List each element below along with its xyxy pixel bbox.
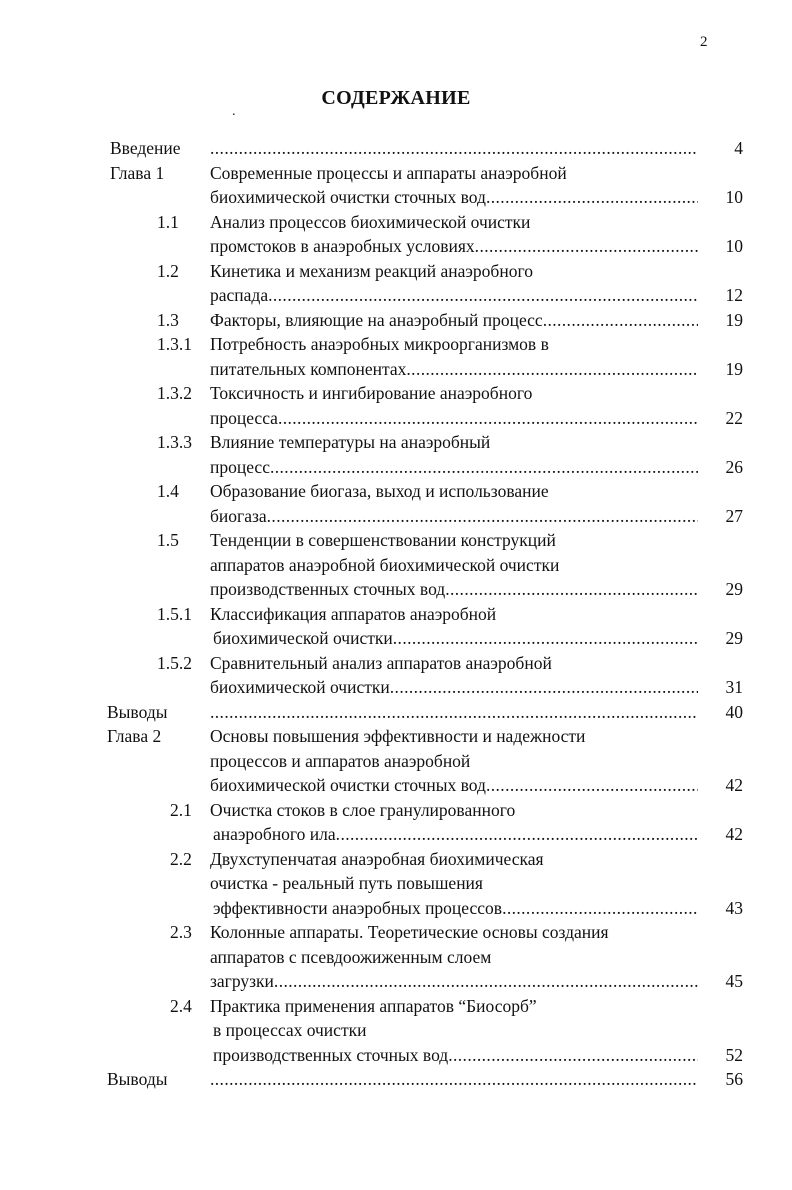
scan-speck: . [232,104,236,119]
dot-leader [274,969,698,994]
entry-text: промстоков в анаэробных условиях [210,236,475,256]
entry-text: Практика применения аппаратов “Биосорб” [210,995,537,1016]
dot-leader [475,234,698,259]
dot-leader [270,455,698,480]
entry-text: Сравнительный анализ аппаратов анаэробной [210,652,552,673]
dot-leader [268,283,698,308]
entry-text: Факторы, влияющие на анаэробный процесс [210,309,543,330]
entry-text: Кинетика и механизм реакций анаэробного [210,260,533,281]
entry-text: Анализ процессов биохимической очистки [210,211,531,232]
page-title: СОДЕРЖАНИЕ [321,87,471,109]
entry-page: 29 [725,579,743,599]
entry-text: биохимической очистки сточных вод [210,187,486,207]
entry-page: 56 [725,1069,743,1089]
entry-page: 26 [725,456,743,477]
toc-entry-1-5-1 [0,602,792,651]
entry-text: Токсичность и ингибирование анаэробного [210,383,533,403]
toc-entry-2-4 [0,994,792,1068]
entry-text: эффективности анаэробных процессов [213,897,503,918]
entry-number: 1.3.3 [157,432,192,452]
toc-entry-1-2 [0,259,792,308]
entry-page: 22 [725,407,743,428]
entry-text: биохимической очистки [210,677,390,697]
entry-page: 27 [725,505,743,526]
entry-number: 1.3 [157,309,179,330]
toc-entry-intro [0,136,792,161]
entry-text: Влияние температуры на анаэробный [210,432,491,452]
entry-text: Классификация аппаратов анаэробной [210,603,497,624]
entry-number: 1.2 [157,260,179,281]
entry-page: 4 [734,138,743,158]
entry-text: Потребность анаэробных микроорганизмов в [210,334,549,354]
entry-number: 1.5.1 [157,603,192,624]
entry-text: Двухступенчатая анаэробная биохимическая [210,848,544,869]
entry-number: Введение [110,138,181,158]
toc-entry-1-4 [0,479,792,528]
toc-entry-1-5-2 [0,651,792,700]
dot-leader [502,896,698,921]
entry-text: Основы повышения эффективности и надежности [210,726,586,746]
entry-page: 19 [725,358,743,379]
entry-page: 31 [725,677,743,697]
dot-leader [210,1067,698,1092]
entry-text: производственных сточных вод [210,579,446,599]
entry-number: 2.4 [170,995,192,1016]
entry-text: распада [210,285,269,305]
toc-entry-1-3-3 [0,430,792,479]
entry-number: 1.3.2 [157,383,192,403]
entry-text: биохимической очистки сточных вод [210,775,486,795]
entry-number: Глава 1 [110,162,165,183]
entry-text: Очистка стоков в слое гранулированного [210,799,516,820]
dot-leader [486,185,698,210]
page-number: 2 [700,34,708,50]
entry-text: Тенденции в совершенствовании конструкций [210,530,556,550]
dot-leader [486,773,698,798]
entry-page: 45 [725,971,743,991]
dot-leader [448,1043,698,1068]
toc-entry-1-1 [0,210,792,259]
entry-number: 1.5.2 [157,652,192,673]
entry-text: биохимической очистки [213,628,393,648]
toc-entry-1-3 [0,308,792,333]
toc-entry-2-1 [0,798,792,847]
entry-page: 43 [725,897,743,918]
entry-number: 1.5 [157,530,179,550]
entry-number: 2.3 [170,922,192,942]
entry-number: Выводы [107,1069,168,1089]
entry-text: процесс [210,456,270,477]
entry-page: 10 [725,236,743,256]
entry-text: Современные процессы и аппараты анаэробной [210,162,567,183]
toc-entry-1-3-2 [0,381,792,430]
entry-text: производственных сточных вод [213,1044,449,1065]
toc-entry-chapter-2 [0,724,792,798]
entry-page: 40 [725,701,743,722]
dot-leader [543,308,698,333]
toc-entry-2-3 [0,920,792,994]
entry-number: Глава 2 [107,726,162,746]
entry-text: очистка - реальный путь повышения [210,873,483,893]
entry-page: 19 [725,309,743,330]
entry-text: Образование биогаза, выход и использование [210,481,549,501]
entry-number: 2.1 [170,799,192,820]
toc-entry-1-5 [0,528,792,602]
entry-text: загрузки [210,971,274,991]
toc-entry-conclusions-2 [0,1067,792,1092]
entry-text: процесса [210,407,278,428]
dot-leader [278,406,698,431]
dot-leader [336,822,698,847]
entry-text: Колонные аппараты. Теоретические основы создания [210,922,609,942]
entry-text: питательных компонентах [210,358,407,379]
entry-number: Выводы [107,701,168,722]
entry-text: процессов и аппаратов анаэробной [210,750,471,771]
toc-entry-2-2 [0,847,792,921]
dot-leader [210,136,698,161]
entry-page: 42 [725,775,743,795]
entry-page: 12 [725,285,743,305]
entry-number: 1.3.1 [157,334,192,354]
entry-text: аппаратов с псевдоожиженным слоем [210,946,492,967]
entry-page: 10 [725,187,743,207]
entry-number: 2.2 [170,848,192,869]
dot-leader [393,626,698,651]
entry-text: аппаратов анаэробной биохимической очистки [210,554,560,575]
dot-leader [267,504,698,529]
dot-leader [445,577,698,602]
table-of-contents [0,136,792,1092]
entry-text: в процессах очистки [213,1020,367,1040]
toc-entry-1-3-1 [0,332,792,381]
entry-text: биогаза [210,505,267,526]
entry-page: 29 [725,628,743,648]
toc-entry-chapter-1 [0,161,792,210]
dot-leader [210,700,698,725]
dot-leader [390,675,698,700]
dot-leader [406,357,698,382]
entry-number: 1.4 [157,481,179,501]
entry-number: 1.1 [157,211,179,232]
entry-page: 52 [725,1044,743,1065]
toc-entry-conclusions-1 [0,700,792,725]
entry-text: анаэробного ила [213,824,336,844]
entry-page: 42 [725,824,743,844]
